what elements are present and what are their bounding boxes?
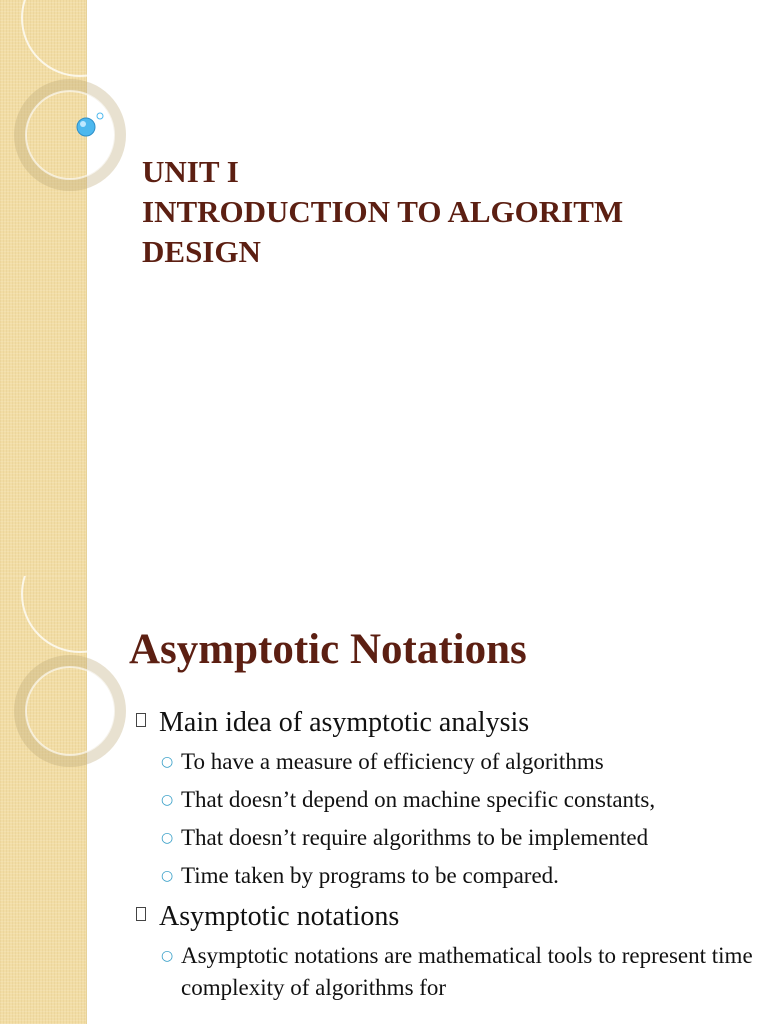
sub-bullet-text: That doesn’t depend on machine specific constants, [181, 787, 656, 812]
square-bullet-icon [136, 713, 146, 727]
title-line: DESIGN [142, 234, 261, 269]
circle-bullet-icon: ○ [161, 830, 174, 846]
square-bullet-icon [136, 907, 146, 921]
decorative-rings [0, 576, 130, 776]
slide-title-text [142, 152, 742, 272]
sub-bullet-item [136, 746, 756, 778]
title-line: INTRODUCTION TO ALGORITM [142, 194, 624, 229]
title-line: UNIT I [142, 154, 239, 189]
bullet-text: Asymptotic notations [159, 901, 400, 932]
slide-asymptotic-notations [0, 576, 768, 1024]
circle-bullet-icon: ○ [161, 868, 174, 884]
circle-bullet-icon: ○ [161, 948, 174, 964]
bullet-item [136, 706, 756, 740]
circle-bullet-icon: ○ [161, 754, 174, 770]
sub-bullet-item [136, 784, 756, 816]
sub-bullet-item [136, 860, 756, 892]
sub-bullet-list [136, 940, 756, 1004]
sub-bullet-item [136, 940, 756, 1004]
bubble-dot-icon [0, 0, 130, 200]
sub-bullet-text: To have a measure of efficiency of algorithms [181, 749, 604, 774]
bullet-item [136, 900, 756, 934]
circle-bullet-icon: ○ [161, 792, 174, 808]
bullet-list [136, 706, 756, 1012]
sub-bullet-item [136, 822, 756, 854]
bullet-text: Main idea of asymptotic analysis [159, 707, 530, 738]
sub-bullet-text: That doesn’t require algorithms to be implemented [181, 825, 649, 850]
sub-bullet-text: Time taken by programs to be compared. [181, 863, 559, 888]
slide-heading: Asymptotic Notations [129, 626, 527, 673]
sub-bullet-list [136, 746, 756, 892]
sub-bullet-text: Asymptotic notations are mathematical tools to represent time complexity of algorithms for [181, 943, 753, 1000]
